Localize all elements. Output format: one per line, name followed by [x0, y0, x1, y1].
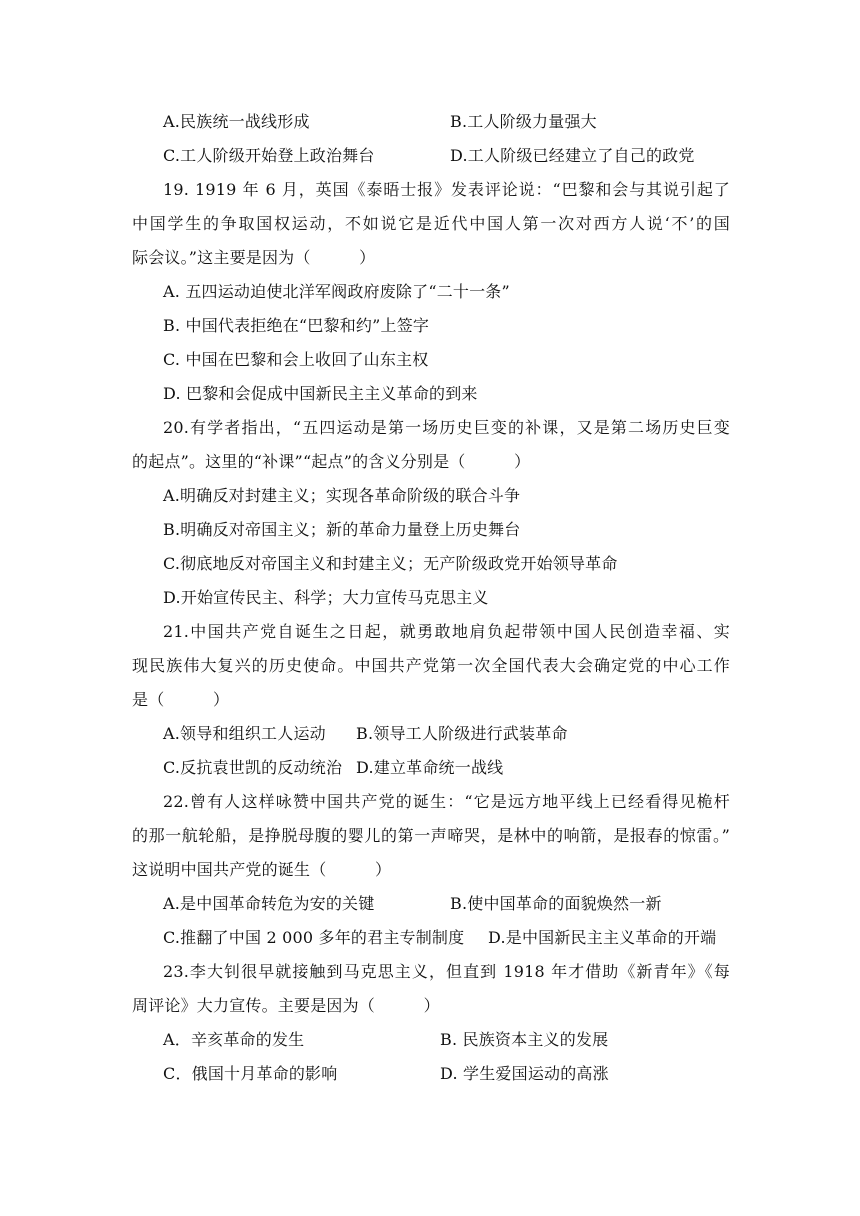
- q21-stem-line-1: 21.中国共产党自诞生之日起，就勇敢地肩负起带领中国人民创造幸福、实: [163, 622, 730, 641]
- q21-option-c: C.反抗袁世凯的反动统治: [163, 758, 343, 777]
- q20-option-a: A.明确反对封建主义；实现各革命阶级的联合斗争: [163, 486, 521, 505]
- q18-option-a: A.民族统一战线形成: [163, 112, 310, 131]
- q20-option-b: B.明确反对帝国主义；新的革命力量登上历史舞台: [163, 520, 521, 539]
- q22-option-b: B.使中国革命的面貌焕然一新: [450, 894, 662, 913]
- q19-option-c: C. 中国在巴黎和会上收回了山东主权: [163, 350, 429, 369]
- q22-stem-line-2: 的那一航轮船，是挣脱母腹的婴儿的第一声啼哭，是林中的响箭，是报春的惊雷。”: [132, 826, 730, 845]
- q18-option-d: D.工人阶级已经建立了自己的政党: [450, 146, 695, 165]
- q18-option-b: B.工人阶级力量强大: [450, 112, 597, 131]
- q20-option-d: D.开始宣传民主、科学；大力宣传马克思主义: [163, 588, 489, 607]
- q22-stem-line-1: 22.曾有人这样咏赞中国共产党的诞生：“它是远方地平线上已经看得见桅杆: [163, 792, 730, 811]
- q19-option-d: D. 巴黎和会促成中国新民主主义革命的到来: [163, 384, 478, 403]
- q23-option-c: C．俄国十月革命的影响: [163, 1064, 338, 1083]
- q21-stem-line-2: 现民族伟大复兴的历史使命。中国共产党第一次全国代表大会确定党的中心工作: [132, 656, 730, 675]
- q22-option-a: A.是中国革命转危为安的关键: [163, 894, 375, 913]
- q19-option-a: A. 五四运动迫使北洋军阀政府废除了“二十一条”: [163, 282, 510, 301]
- q21-stem-line-3: 是（ ）: [132, 690, 230, 709]
- q19-stem-line-2: 中国学生的争取国权运动，不如说它是近代中国人第一次对西方人说‘不’的国: [132, 214, 730, 233]
- q22-stem-line-3: 这说明中国共产党的诞生（ ）: [132, 860, 392, 879]
- q19-option-b: B. 中国代表拒绝在“巴黎和约”上签字: [163, 316, 430, 335]
- q18-option-c: C.工人阶级开始登上政治舞台: [163, 146, 375, 165]
- q21-option-a: A.领导和组织工人运动: [163, 724, 326, 743]
- q22-option-d: D.是中国新民主主义革命的开端: [488, 928, 717, 947]
- q19-stem-line-1: 19. 1919 年 6 月，英国《泰晤士报》发表评论说：“巴黎和会与其说引起了: [163, 180, 730, 199]
- q23-option-a: A．辛亥革命的发生: [163, 1030, 305, 1049]
- q19-stem-line-3: 际会议。”这主要是因为（ ）: [132, 248, 376, 267]
- q21-option-b: B.领导工人阶级进行武装革命: [356, 724, 568, 743]
- q20-option-c: C.彻底地反对帝国主义和封建主义；无产阶级政党开始领导革命: [163, 554, 618, 573]
- q21-option-d: D.建立革命统一战线: [356, 758, 504, 777]
- q23-option-b: B. 民族资本主义的发展: [440, 1030, 609, 1049]
- q22-option-c: C.推翻了中国 2 000 多年的君主专制制度: [163, 928, 465, 947]
- q20-stem-line-1: 20.有学者指出，“五四运动是第一场历史巨变的补课，又是第二场历史巨变: [163, 418, 730, 437]
- q20-stem-line-2: 的起点”。这里的“补课”“起点”的含义分别是（ ）: [132, 452, 531, 471]
- q23-stem-line-2: 周评论》大力宣传。主要是因为（ ）: [132, 996, 440, 1015]
- q23-stem-line-1: 23.李大钊很早就接触到马克思主义，但直到 1918 年才借助《新青年》《每: [163, 962, 730, 981]
- q23-option-d: D. 学生爱国运动的高涨: [440, 1064, 609, 1083]
